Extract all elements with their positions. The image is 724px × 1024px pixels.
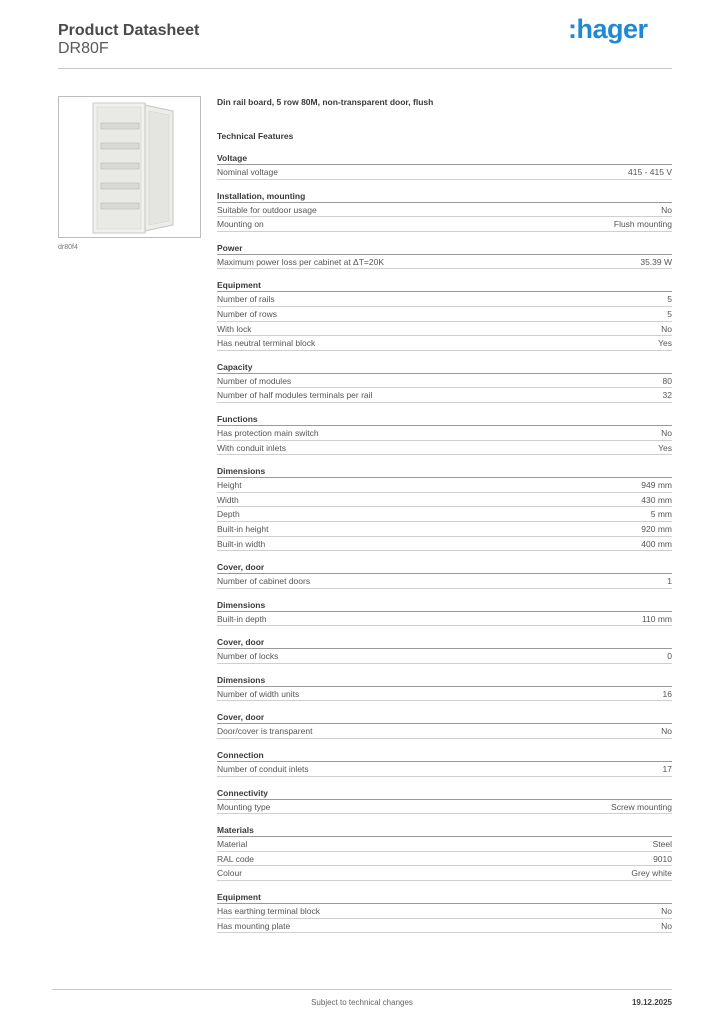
spec-row (217, 493, 672, 508)
spec-row (217, 217, 672, 232)
spec-label: With conduit inlets (217, 442, 286, 453)
spec-row (217, 762, 672, 777)
spec-value: 5 (667, 294, 672, 305)
spec-row (217, 574, 672, 589)
spec-label: Colour (217, 868, 243, 879)
spec-group (217, 598, 672, 627)
footer-date: 19.12.2025 (631, 998, 672, 1007)
spec-value: 5 mm (650, 509, 672, 520)
spec-row (217, 441, 672, 456)
spec-group-title: Capacity (217, 360, 672, 374)
spec-group (217, 151, 672, 180)
image-reference: dr80f4 (58, 244, 78, 251)
spec-group-title: Cover, door (217, 560, 672, 574)
spec-row (217, 687, 672, 702)
spec-row (217, 507, 672, 522)
spec-group-title: Voltage (217, 151, 672, 165)
spec-row (217, 522, 672, 537)
spec-group (217, 464, 672, 551)
spec-value: Steel (652, 839, 672, 850)
spec-row (217, 649, 672, 664)
spec-group (217, 412, 672, 455)
spec-row (217, 165, 672, 180)
spec-label: Width (217, 494, 239, 505)
spec-value: 32 (662, 390, 672, 401)
spec-group-title: Power (217, 241, 672, 255)
spec-content (217, 95, 672, 942)
spec-row (217, 388, 672, 403)
spec-row (217, 866, 672, 881)
spec-label: Number of width units (217, 688, 300, 699)
spec-value: 35.39 W (640, 256, 672, 267)
spec-value: No (661, 427, 672, 438)
spec-row (217, 322, 672, 337)
spec-group (217, 360, 672, 403)
spec-label: Number of half modules terminals per rail (217, 390, 373, 401)
spec-group (217, 635, 672, 664)
spec-label: Mounting type (217, 801, 271, 812)
spec-label: Has earthing terminal block (217, 906, 320, 917)
spec-row (217, 904, 672, 919)
spec-value: 110 mm (641, 613, 672, 624)
spec-row (217, 724, 672, 739)
spec-value: 5 (667, 308, 672, 319)
product-image (58, 96, 201, 238)
spec-group (217, 823, 672, 881)
spec-label: RAL code (217, 853, 255, 864)
spec-group (217, 241, 672, 270)
spec-value: No (661, 726, 672, 737)
spec-row (217, 837, 672, 852)
spec-value: 16 (662, 688, 672, 699)
spec-label: Number of cabinet doors (217, 576, 311, 587)
spec-group-title: Dimensions (217, 673, 672, 687)
spec-value: 80 (662, 375, 672, 386)
spec-value: No (661, 323, 672, 334)
spec-value: 400 mm (641, 538, 672, 549)
spec-value: Yes (658, 442, 672, 453)
spec-row (217, 292, 672, 307)
spec-group (217, 560, 672, 589)
spec-value: Flush mounting (613, 219, 672, 230)
spec-row (217, 919, 672, 934)
spec-row (217, 203, 672, 218)
spec-row (217, 800, 672, 815)
spec-value: 9010 (653, 853, 672, 864)
spec-group-title: Dimensions (217, 464, 672, 478)
spec-group-title: Cover, door (217, 635, 672, 649)
product-code: DR80F (58, 40, 109, 57)
cabinet-icon (59, 97, 202, 239)
spec-label: Suitable for outdoor usage (217, 204, 317, 215)
spec-group-title: Dimensions (217, 598, 672, 612)
spec-group (217, 710, 672, 739)
spec-value: 1 (667, 576, 672, 587)
spec-label: Number of conduit inlets (217, 764, 309, 775)
spec-value: Yes (658, 338, 672, 349)
spec-row (217, 336, 672, 351)
spec-value: Grey white (631, 868, 672, 879)
spec-value: 949 mm (641, 480, 672, 491)
spec-label: Number of modules (217, 375, 292, 386)
spec-groups (217, 151, 672, 933)
technical-features-heading: Technical Features (217, 131, 294, 141)
spec-label: Has protection main switch (217, 427, 319, 438)
hager-logo: :hager (568, 14, 648, 44)
product-description: Din rail board, 5 row 80M, non-transparent door, flush (217, 97, 434, 107)
spec-row (217, 478, 672, 493)
footer-note: Subject to technical changes (311, 998, 413, 1007)
spec-label: Material (217, 839, 248, 850)
spec-label: Has neutral terminal block (217, 338, 316, 349)
spec-label: Door/cover is transparent (217, 726, 313, 737)
spec-group (217, 890, 672, 933)
spec-group-title: Equipment (217, 278, 672, 292)
spec-group (217, 673, 672, 702)
spec-label: Has mounting plate (217, 920, 291, 931)
spec-label: Built-in depth (217, 613, 267, 624)
spec-row (217, 612, 672, 627)
spec-label: Depth (217, 509, 240, 520)
spec-value: 17 (662, 764, 672, 775)
header-divider (58, 68, 672, 69)
spec-label: Number of rails (217, 294, 275, 305)
spec-label: With lock (217, 323, 252, 334)
spec-group-title: Connectivity (217, 786, 672, 800)
spec-value: No (661, 920, 672, 931)
spec-label: Mounting on (217, 219, 264, 230)
spec-group (217, 786, 672, 815)
spec-value: 415 - 415 V (628, 167, 672, 177)
spec-label: Height (217, 480, 242, 491)
spec-group-title: Installation, mounting (217, 189, 672, 203)
spec-group (217, 748, 672, 777)
spec-label: Maximum power loss per cabinet at ΔT=20K (217, 256, 385, 267)
spec-label: Nominal voltage (217, 167, 278, 177)
spec-label: Number of locks (217, 651, 279, 662)
spec-row (217, 426, 672, 441)
spec-value: No (661, 204, 672, 215)
spec-label: Built-in width (217, 538, 266, 549)
spec-group-title: Cover, door (217, 710, 672, 724)
spec-value: 430 mm (641, 494, 672, 505)
spec-value: 920 mm (641, 523, 672, 534)
spec-group-title: Connection (217, 748, 672, 762)
spec-label: Built-in height (217, 523, 269, 534)
spec-group-title: Materials (217, 823, 672, 837)
spec-label: Number of rows (217, 308, 277, 319)
spec-value: Screw mounting (611, 801, 672, 812)
spec-group (217, 189, 672, 232)
spec-row (217, 852, 672, 867)
spec-value: 0 (667, 651, 672, 662)
page-title: Product Datasheet (58, 22, 200, 39)
footer-divider (52, 989, 672, 990)
spec-group (217, 278, 672, 350)
spec-row (217, 374, 672, 389)
spec-row (217, 255, 672, 270)
spec-row (217, 537, 672, 552)
spec-group-title: Equipment (217, 890, 672, 904)
spec-group-title: Functions (217, 412, 672, 426)
spec-value: No (661, 906, 672, 917)
spec-row (217, 307, 672, 322)
